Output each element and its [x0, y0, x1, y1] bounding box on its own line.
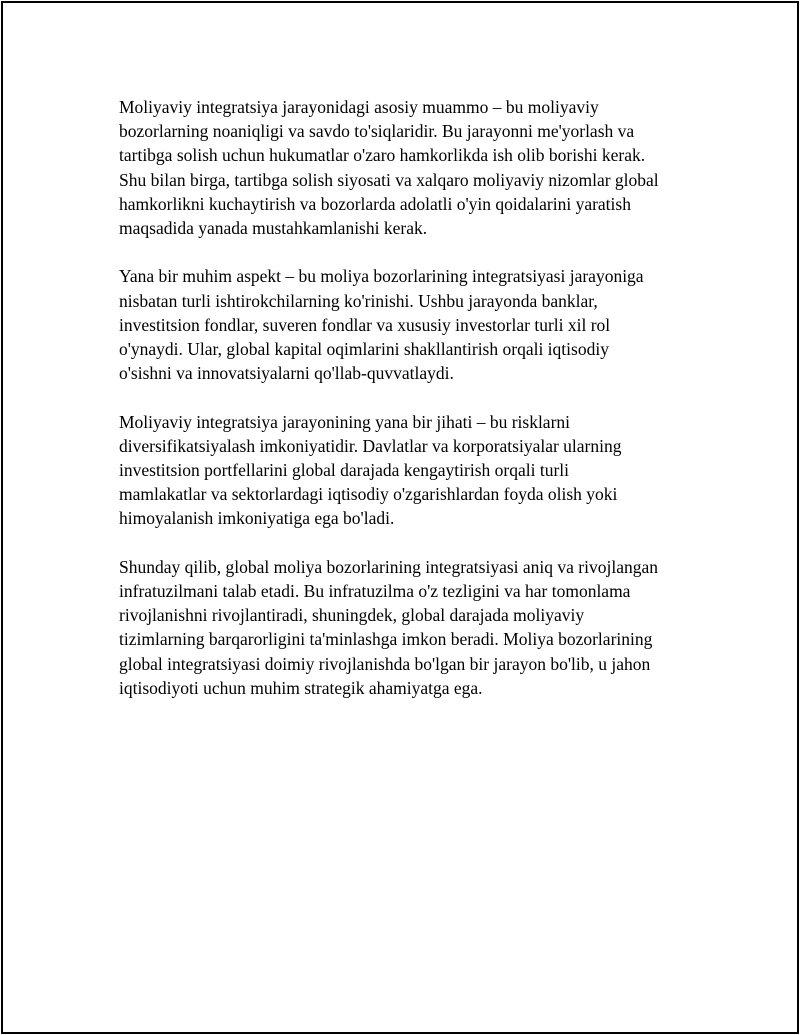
- paragraph-1: Moliyaviy integratsiya jarayonidagi asosiy muammo – bu moliyaviy bozorlarning noaniqligi va savdo to'siqlaridir. Bu jarayonni me'yorlash va tartibga solish uchun hukumatlar o'zaro hamkorlikda ish olib borishi kerak. Shu bilan birga, tartibga solish siyosati va xalqaro moliyaviy nizomlar global hamkorlikni kuchaytirish va bozorlarda adolatli o'yin qoidalarini yaratish maqsadida yanada mustahkamlanishi kerak.: [119, 97, 659, 239]
- paragraph-3: Moliyaviy integratsiya jarayonining yana bir jihati – bu risklarni diversifikatsiyalash imkoniyatidir. Davlatlar va korporatsiyalar ularning investitsion portfellarini global darajada kengaytirish orqali turli mamlakatlar va sektorlardagi iqtisodiy o'zgarishlardan foyda olish yoki himoyalanish imkoniyatiga ega bo'ladi.: [119, 411, 622, 529]
- paragraph-spacer: [119, 385, 699, 409]
- document-body: [119, 95, 699, 700]
- document-page: [1, 1, 799, 1034]
- paragraph-4: Shunday qilib, global moliya bozorlarining integratsiyasi aniq va rivojlangan infratuzilmani talab etadi. Bu infratuzilma o'z tezligini va har tomonlama rivojlanishni rivojlantiradi, shuningdek, global darajada moliyaviy tizimlarning barqarorligini ta'minlashga imkon beradi. Moliya bozorlarining global integratsiyasi doimiy rivojlanishda bo'lgan bir jarayon bo'lib, u jahon iqtisodiyoti uchun muhim strategik ahamiyatga ega.: [119, 556, 658, 698]
- paragraph-2: Yana bir muhim aspekt – bu moliya bozorlarining integratsiyasi jarayoniga nisbatan turli ishtirokchilarning ko'rinishi. Ushbu jarayonda banklar, investitsion fondlar, suveren fondlar va xususiy investorlar turli xil rol o'ynaydi. Ular, global kapital oqimlarini shakllantirish orqali iqtisodiy o'sishni va innovatsiyalarni qo'llab-quvvatlaydi.: [119, 266, 644, 384]
- paragraph-spacer: [119, 240, 699, 264]
- paragraph-spacer: [119, 531, 699, 555]
